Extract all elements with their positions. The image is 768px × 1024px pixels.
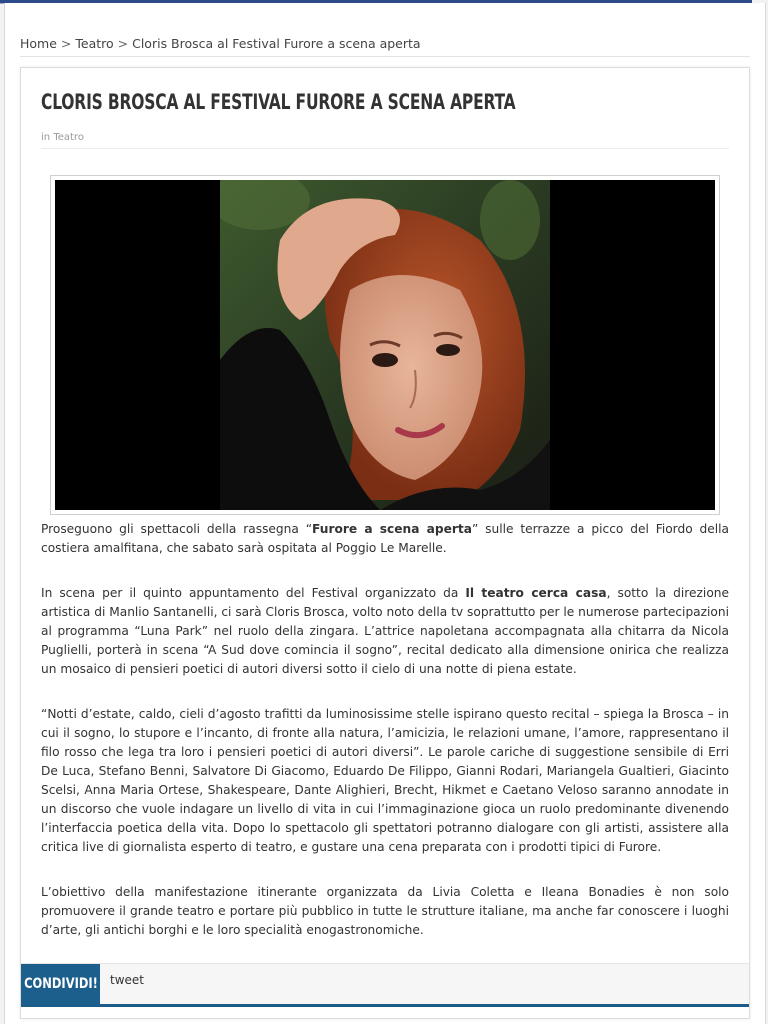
paragraph <box>41 584 729 679</box>
paragraph-text: , sotto la direzione artistica di Manlio Santanelli, ci sarà Cloris Brosca, volto noto della tv soprattutto per le numerose partecipazioni al programma “Luna Park” nel ruolo della zingara. L’attrice napoletana accompagnata alla chitarra da Nicola Puglielli, porterà in scena “A Sud dove comincia il sogno”, recital dedicato alla dimensione onirica che realizza un mosaico di pensieri poetici di autori diversi sotto il cielo di una notte di piena estate. <box>41 586 729 676</box>
meta-prefix: in <box>41 132 51 143</box>
share-label <box>21 964 100 1004</box>
breadcrumb-separator: > <box>117 36 129 51</box>
share-label-text: CONDIVIDI! <box>23 976 98 992</box>
paragraph-bold-text: Furore a scena aperta <box>312 522 472 536</box>
breadcrumb-section-link[interactable]: Teatro <box>75 36 114 51</box>
meta-category-link[interactable]: Teatro <box>53 132 84 143</box>
breadcrumb-home-link[interactable]: Home <box>20 36 57 51</box>
paragraph <box>41 520 729 558</box>
breadcrumb-current: Cloris Brosca al Festival Furore a scena aperta <box>132 36 421 51</box>
breadcrumb-separator: > <box>60 36 72 51</box>
breadcrumb <box>20 36 750 57</box>
tweet-button[interactable]: tweet <box>110 973 144 987</box>
paragraph: L’obiettivo della manifestazione itinerante organizzata da Livia Coletta e Ileana Bonadies è non solo promuovere il grande teatro e portare più pubblico in tutte le strutture italiane, ma anche far conoscere i luoghi d’arte, gli antichi borghi e le loro specialità enogastronomiche. <box>41 885 729 937</box>
paragraph-text: ” sulle terrazze a picco del Fiordo della costiera amalfitana, che sabato sarà ospitata al Poggio Le Marelle. <box>41 522 729 555</box>
article-title: CLORIS BROSCA AL FESTIVAL FURORE A SCENA APERTA <box>41 90 516 114</box>
featured-image <box>55 180 715 510</box>
paragraph-bold-text: Il teatro cerca casa <box>465 586 607 600</box>
paragraph-text: In scena per il quinto appuntamento del Festival organizzato da <box>41 586 466 600</box>
share-bar <box>21 963 749 1007</box>
article-meta <box>41 132 729 149</box>
featured-image-frame <box>50 175 720 515</box>
article-body <box>41 520 729 966</box>
paragraph: “Notti d’estate, caldo, cieli d’agosto trafitti da luminosissime stelle ispirano questo recital – spiega la Brosca – in cui il sogno, lo stupore e l’incanto, di fronte alla natura, l’amicizia, le relazioni umane, l’amore, rappresentano il filo rosso che lega tra loro i pensieri poetici di autori diversi”. Le parole cariche di suggestione sensibile di Erri De Luca, Stefano Benni, Salvatore Di Giacomo, Eduardo De Filippo, Gianni Rodari, Mariangela Gualtieri, Giacinto Scelsi, Anna Maria Ortese, Shakespeare, Dante Alighieri, Brecht, Hikmet e Caetano Veloso saranno annodate in un discorso che vuole indagare un livello di vita in cui l’immaginazione gioca un ruolo predominante divenendo l’interfaccia poetica della vita. Dopo lo spettacolo gli spettatori potranno dialogare con gli artisti, assistere alla critica live di giornalista esperto di teatro, e gustare una cena preparata con i prodotti tipici di Furore. <box>41 707 729 854</box>
article-card <box>20 67 750 1019</box>
portrait-photo <box>220 180 550 510</box>
page-container <box>4 3 766 1024</box>
paragraph-text: Proseguono gli spettacoli della rassegna “ <box>41 522 313 536</box>
